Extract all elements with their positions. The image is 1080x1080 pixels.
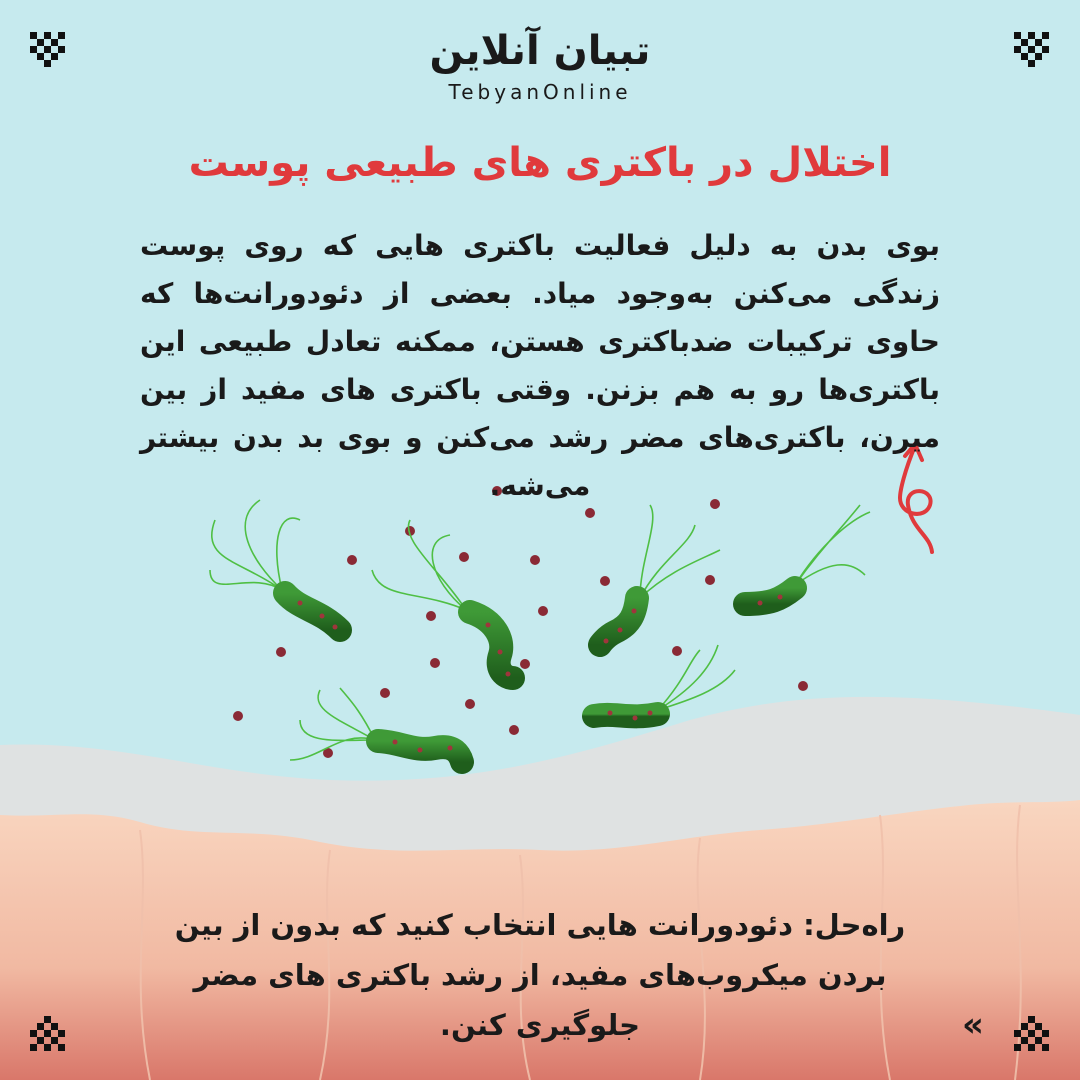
solution-paragraph: راه‌حل: دئودورانت هایی انتخاب کنید که بدون از بین بردن میکروب‌های مفید، از رشد باکتری های مضر جلوگیری کنن. xyxy=(174,908,906,1042)
body-paragraph: بوی بدن به دلیل فعالیت باکتری هایی که روی پوست زندگی می‌کنن به‌وجود میاد. بعضی از دئودورانت‌ها که حاوی ترکیبات ضدباکتری هستن، ممکنه تعادل طبیعی این باکتری‌ها رو به هم بزنن. وقتی باکتری های مفید از بین میرن، باکتری‌های مضر رشد می‌کنن و بوی بد بدن بیشتر می‌شه. xyxy=(140,229,940,502)
dot-pattern-icon xyxy=(1012,1014,1052,1054)
brand-logo-en: TebyanOnline xyxy=(448,80,632,104)
next-slide-button[interactable]: « xyxy=(962,1005,984,1045)
page-title: اختلال در باکتری های طبیعی پوست xyxy=(188,140,892,186)
dot-pattern-icon xyxy=(28,1014,68,1054)
brand-logo-fa: تبیان آنلاین xyxy=(429,28,651,74)
